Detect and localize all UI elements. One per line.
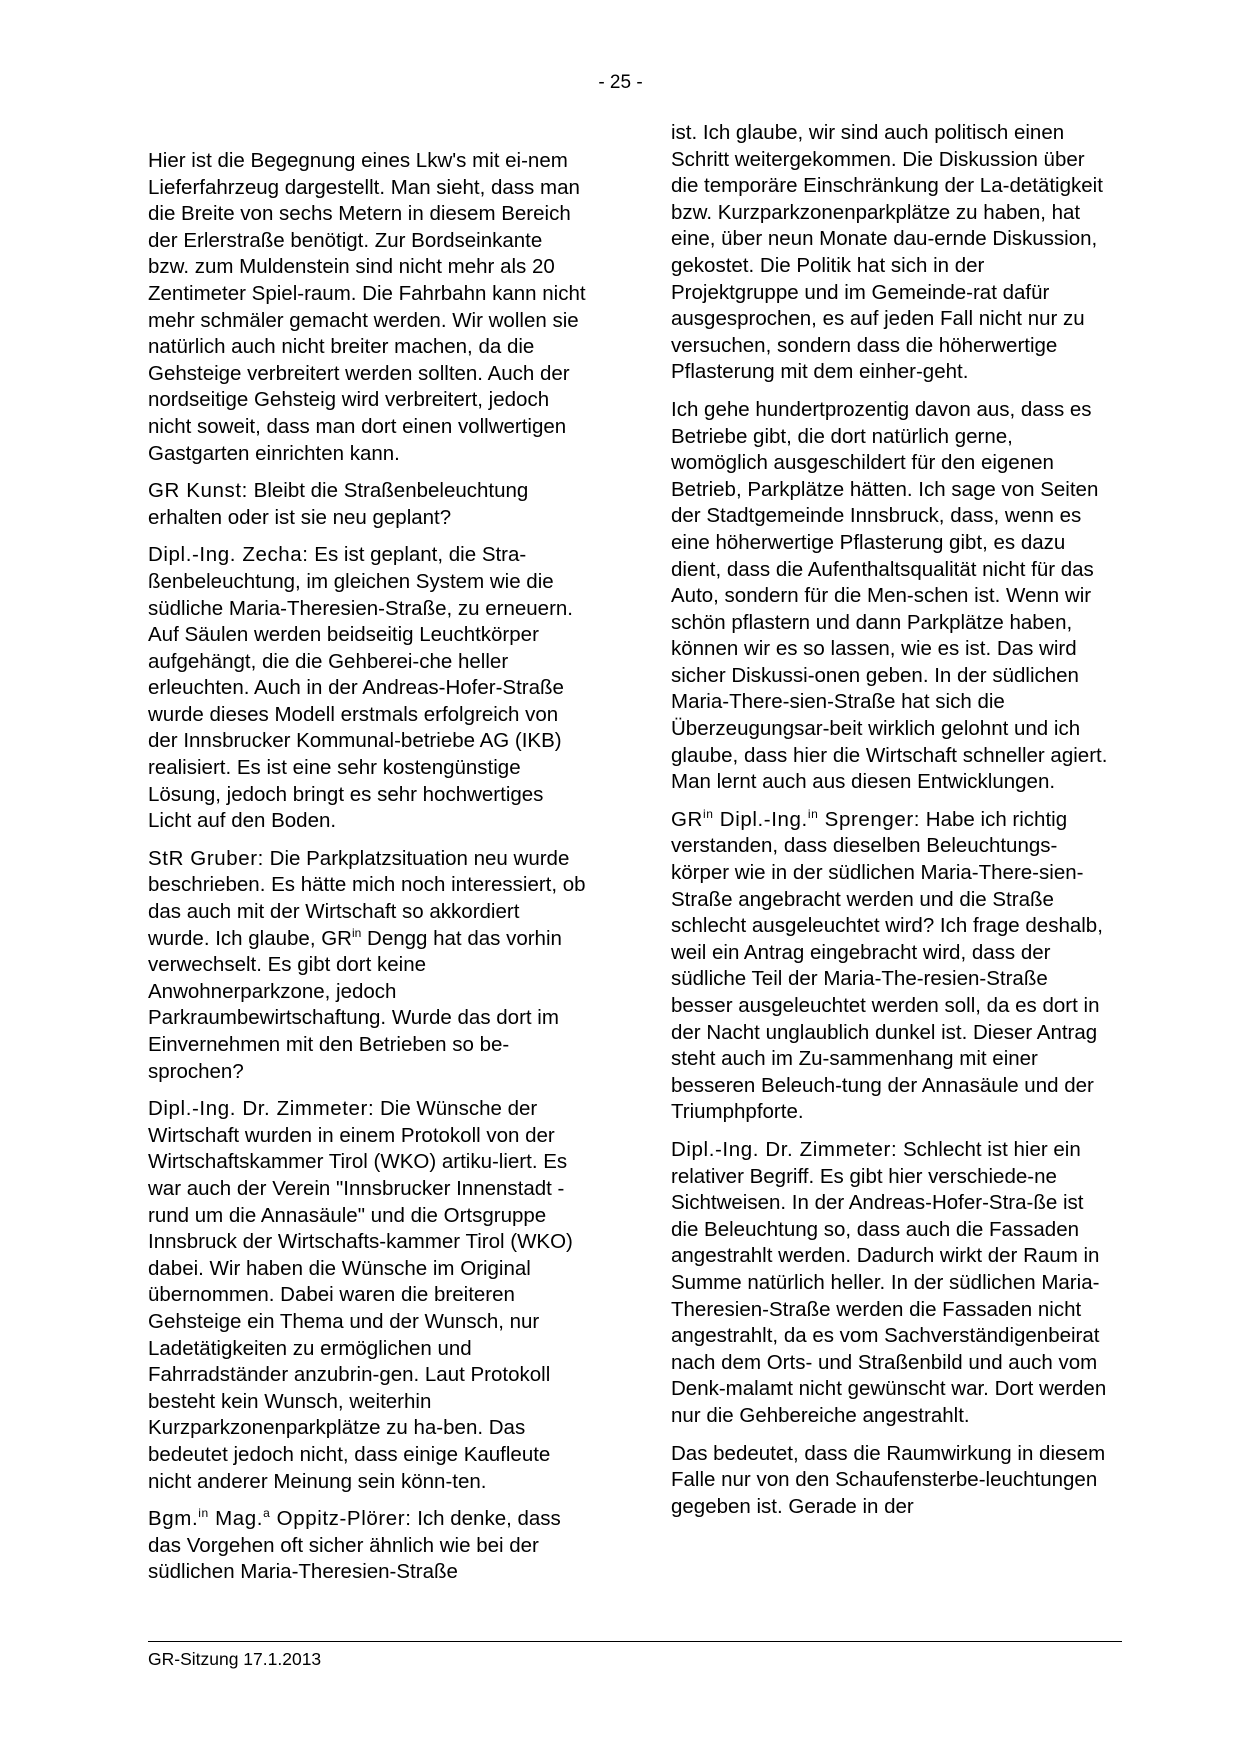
page-number: - 25 - [598,72,643,93]
speaker-surname: Oppitz-Plörer: [270,1507,412,1531]
speech-text: Die Parkplatzsituation neu wurde beschrieben. Es hätte mich noch interessiert, ob das auch mit der Wirtschaft so akkordiert wurde. Ich glaube, GR [148,846,586,950]
superscript: in [807,806,819,821]
paragraph [148,1096,586,1495]
footer-session-label: GR-Sitzung 17.1.2013 [148,1649,322,1669]
paragraph [148,846,586,1085]
superscript: a [263,1506,271,1521]
paragraph [148,1506,586,1586]
footer-divider [148,1641,1122,1642]
speaker-surname: Sprenger: [818,807,921,831]
speech-text: Ich denke, dass das Vorgehen oft sicher ähnlich wie bei der südlichen Maria-Theresien-Straße [148,1507,561,1584]
superscript: in [198,1506,209,1521]
speaker-name: Dipl.-Ing. Zecha: [148,543,309,567]
speaker-name: StR Gruber: [148,846,264,870]
superscript: in [351,925,362,940]
paragraph: Das bedeutet, dass die Raumwirkung in diesem Falle nur von den Schaufensterbe-leuchtungen gegeben ist. Gerade in der [671,1441,1106,1518]
superscript: in [702,806,714,821]
paragraph [148,478,586,531]
speech-text: Schlecht ist hier ein relativer Begriff. Es gibt hier verschiede-ne Sichtweisen. In der Andreas-Hofer-Stra-ße ist die Beleuchtung so, dass auch die Fassaden angestrahlt werden. Dadurch wirkt der Raum in Summe natürlich heller. In der südlichen Maria-Theresien-Straße werden die Fassaden nicht angestrahlt, da es vom Sachverständigenbeirat nach dem Orts- und Straßenbild und auch vom Denk-malamt nicht gewünscht war. Dort werden nur die Gehbereiche angestrahlt. [671,1137,1107,1427]
paragraph: ist. Ich glaube, wir sind auch politisch einen Schritt weitergekommen. Die Diskussion über die temporäre Einschränkung der La-detätigkeit bzw. Kurzparkzonenparkplätze zu haben, hat eine, über neun Monate dau-ernde Diskussion, gekostet. Die Politik hat sich in der Projektgruppe und im Gemeinde-rat dafür ausgesprochen, es auf jeden Fall nicht nur zu versuchen, sondern dass die höherwertige Pflasterung mit dem einher-geht. [671,121,1103,384]
speaker-name [148,1507,412,1530]
speaker-title: Mag. [208,1507,264,1531]
speaker-name: Dipl.-Ing. Dr. Zimmeter: [148,1097,375,1121]
speaker-name: Dipl.-Ing. Dr. Zimmeter: [671,1137,898,1161]
paragraph [671,1137,1109,1430]
right-column [671,120,1109,1531]
paragraph [671,807,1109,1126]
speaker-title: Dipl.-Ing. [713,807,808,831]
paragraph [148,542,586,835]
left-column [148,148,586,1597]
speaker-name: GR Kunst: [148,479,248,503]
speech-text: Die Wünsche der Wirtschaft wurden in einem Protokoll von der Wirtschaftskammer Tirol (WKO) artiku-liert. Es war auch der Verein "Innsbrucker Innenstadt - rund um die Annasäule" und die Ortsgruppe Innsbruck der Wirtschafts-kammer Tirol (WKO) dabei. Wir haben die Wünsche im Original übernommen. Dabei waren die breiteren Gehsteige ein Thema und der Wunsch, nur Ladetätigkeiten zu ermöglichen und Fahrradständer anzubrin-gen. Laut Protokoll besteht kein Wunsch, weiterhin Kurzparkzonenparkplätze zu ha-ben. Das bedeutet jedoch nicht, dass einige Kaufleute nicht anderer Meinung sein könn-ten. [148,1097,573,1493]
speech-text: Habe ich richtig verstanden, dass dieselben Beleuchtungs-körper wie in der südlichen Maria-There-sien-Straße angebracht werden und die Straße schlecht ausgeleuchtet wird? Ich frage deshalb, weil ein Antrag eingebracht wird, dass der südliche Teil der Maria-The-resien-Straße besser ausgeleuchtet werden soll, da es dort in der Nacht unglaublich dunkel ist. Dieser Antrag steht auch im Zu-sammenhang mit einer besseren Beleuch-tung der Annasäule und der Triumphpforte. [671,807,1103,1124]
paragraph: Hier ist die Begegnung eines Lkw's mit ei-nem Lieferfahrzeug dargestellt. Man sieht, dass man die Breite von sechs Metern in diesem Bereich der Erlerstraße benötigt. Zur Bordseinkante bzw. zum Muldenstein sind nicht mehr als 20 Zentimeter Spiel-raum. Die Fahrbahn kann nicht mehr schmäler gemacht werden. Wir wollen sie natürlich auch nicht breiter machen, da die Gehsteige verbreitert werden sollten. Auch der nordseitige Gehsteig wird verbreitert, jedoch nicht soweit, dass man dort einen vollwertigen Gastgarten einrichten kann. [148,149,586,465]
speaker-title: GR [671,807,703,831]
speech-text: Es ist geplant, die Stra-ßenbeleuchtung, im gleichen System wie die südliche Maria-Theresien-Straße, zu erneuern. Auf Säulen werden beidseitig Leuchtkörper aufgehängt, die die Gehberei-che heller erleuchten. Auch in der Andreas-Hofer-Straße wurde dieses Modell erstmals erfolgreich von der Innsbrucker Kommunal-betriebe AG (IKB) realisiert. Es ist eine sehr kostengünstige Lösung, jedoch bringt es sehr hochwertiges Licht auf den Boden. [148,543,573,833]
speech-text: Dengg hat das vorhin verwechselt. Es gibt dort keine Anwohnerparkzone, jedoch Parkraumbewirtschaftung. Wurde das dort im Einvernehmen mit den Betrieben so be-sprochen? [148,926,562,1083]
speaker-name [671,808,920,831]
speech-text: Bleibt die Straßenbeleuchtung erhalten oder ist sie neu geplant? [148,479,529,529]
paragraph: Ich gehe hundertprozentig davon aus, dass es Betriebe gibt, die dort natürlich gerne, womöglich ausgeschildert für den eigenen Betrieb, Parkplätze hätten. Ich sage von Seiten der Stadtgemeinde Innsbruck, dass, wenn es eine höherwertige Pflasterung gibt, es dazu dient, dass die Aufenthaltsqualität nicht für das Auto, sondern für die Men-schen ist. Wenn wir schön pflastern und dann Parkplätze haben, können wir es so lassen, wie es ist. Das wird sicher Diskussi-onen geben. In der südlichen Maria-There-sien-Straße hat sich die Überzeugungsar-beit wirklich gelohnt und ich glaube, dass hier die Wirtschaft schneller agiert. Man lernt auch aus diesen Entwicklungen. [671,397,1108,794]
speaker-title: Bgm. [148,1507,199,1531]
